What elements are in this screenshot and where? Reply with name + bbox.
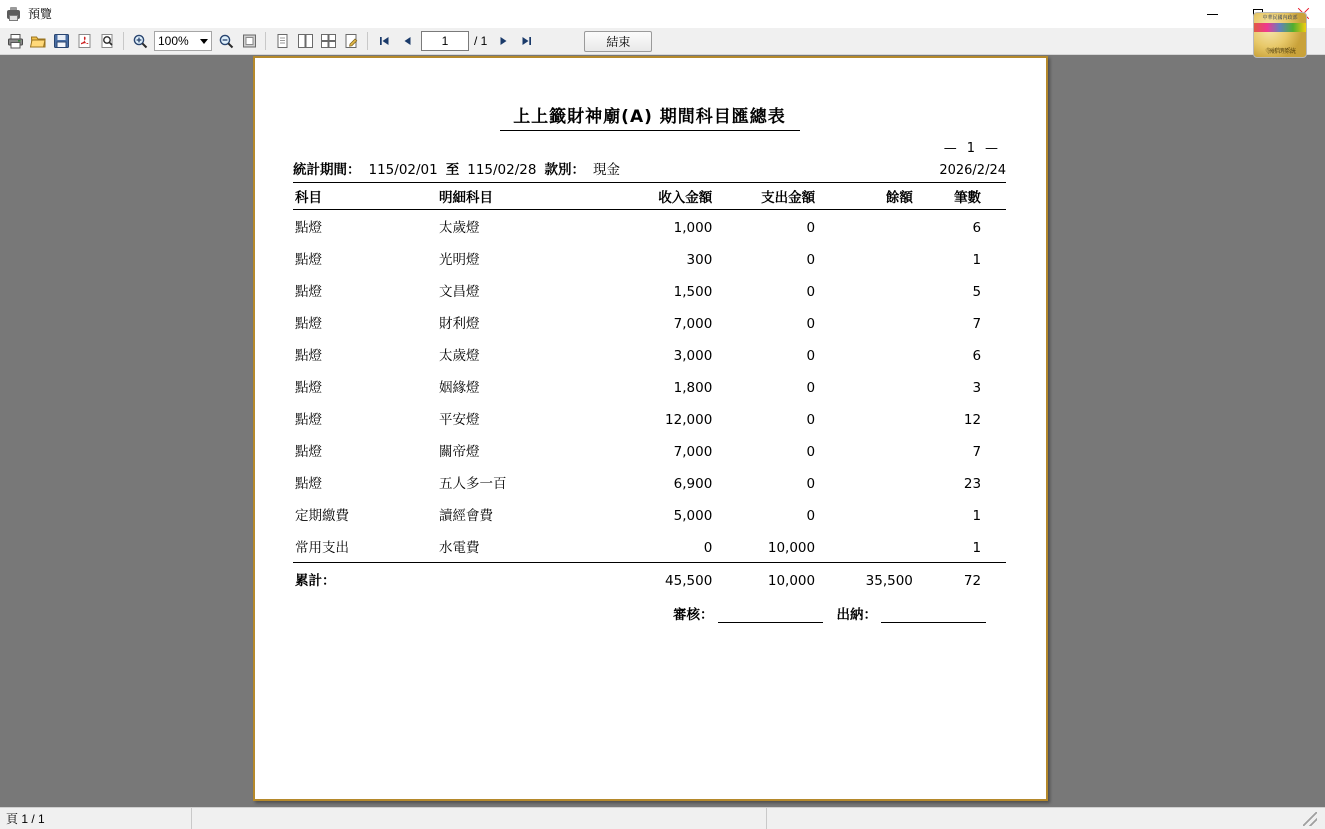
col-balance: 餘額 (815, 183, 913, 210)
row-count: 23 (963, 476, 982, 492)
report-meta-row (293, 158, 1006, 180)
row-detail: 太歲燈 (439, 348, 480, 364)
page-dash-left: — (943, 141, 957, 156)
row-subject: 常用支出 (295, 540, 349, 556)
row-count: 1 (972, 252, 982, 268)
row-balance (815, 242, 913, 274)
row-income: 12,000 (665, 412, 713, 428)
row-detail: 光明燈 (439, 252, 480, 268)
total-count: 72 (913, 563, 981, 596)
table-row (293, 370, 1006, 402)
row-expense: 0 (806, 412, 816, 428)
row-balance (815, 434, 913, 466)
table-row (293, 402, 1006, 434)
row-balance (815, 370, 913, 402)
row-expense: 0 (806, 348, 816, 364)
row-balance (815, 402, 913, 434)
page-number-input[interactable] (421, 31, 469, 51)
row-count: 1 (972, 508, 982, 524)
audit-label: 審核： (673, 607, 714, 623)
row-count: 5 (972, 284, 982, 300)
row-expense: 0 (806, 316, 816, 332)
row-subject: 點燈 (295, 348, 322, 364)
printer-preview-icon (6, 6, 22, 22)
fit-page-icon[interactable] (238, 30, 260, 52)
row-income: 1,000 (673, 220, 713, 236)
row-expense: 0 (806, 220, 816, 236)
total-income: 45,500 (605, 563, 713, 596)
row-subject: 點燈 (295, 476, 322, 492)
row-balance (815, 210, 913, 243)
preview-canvas[interactable] (0, 55, 1325, 807)
window-title: 預覽 (28, 7, 53, 21)
logo-top-text: 中華民國內政部 (1262, 15, 1298, 21)
row-expense: 0 (806, 380, 816, 396)
print-icon[interactable] (4, 30, 26, 52)
first-page-button[interactable] (373, 30, 395, 52)
period-to-label: 至 (445, 162, 460, 178)
row-expense: 0 (806, 476, 816, 492)
row-detail: 關帝燈 (439, 444, 480, 460)
print-date: 2026/2/24 (939, 163, 1006, 178)
open-folder-icon[interactable] (27, 30, 49, 52)
end-button[interactable]: 結束 (584, 31, 652, 52)
row-detail: 文昌燈 (439, 284, 480, 300)
period-start: 115/02/01 (368, 162, 438, 178)
row-expense: 0 (806, 284, 816, 300)
cashier-label: 出納： (836, 607, 877, 623)
prev-page-button[interactable] (396, 30, 418, 52)
row-subject: 點燈 (295, 316, 322, 332)
save-icon[interactable] (50, 30, 72, 52)
row-income: 1,800 (673, 380, 713, 396)
col-count: 筆數 (913, 183, 981, 210)
page-setup-icon[interactable] (340, 30, 362, 52)
table-row (293, 306, 1006, 338)
table-row (293, 338, 1006, 370)
row-detail: 水電費 (439, 540, 480, 556)
page-total-label: / 1 (474, 34, 488, 48)
row-subject: 點燈 (295, 444, 322, 460)
row-income: 300 (686, 252, 713, 268)
row-subject: 點燈 (295, 412, 322, 428)
row-income: 0 (703, 540, 713, 556)
period-end: 115/02/28 (467, 162, 537, 178)
total-expense: 10,000 (712, 563, 815, 596)
status-bar (0, 807, 1325, 829)
minimize-button[interactable] (1190, 0, 1235, 28)
row-detail: 姻緣燈 (439, 380, 480, 396)
status-middle (192, 808, 767, 829)
col-detail: 明細科目 (439, 183, 605, 210)
row-subject: 定期繳費 (295, 508, 349, 524)
table-row (293, 242, 1006, 274)
row-balance (815, 530, 913, 563)
payment-type-value: 現金 (592, 162, 620, 178)
row-balance (815, 498, 913, 530)
two-page-icon[interactable] (294, 30, 316, 52)
row-detail: 讀經會費 (439, 508, 494, 524)
zoom-out-icon[interactable] (215, 30, 237, 52)
table-row (293, 498, 1006, 530)
total-balance: 35,500 (815, 563, 913, 596)
report-page-number: 1 (966, 141, 975, 156)
table-row (293, 210, 1006, 243)
row-income: 6,900 (673, 476, 713, 492)
audit-signature-line (718, 608, 823, 623)
row-detail: 平安燈 (439, 412, 480, 428)
find-icon[interactable] (96, 30, 118, 52)
summary-table (293, 183, 1006, 595)
zoom-level-select[interactable] (154, 31, 212, 51)
row-count: 6 (972, 348, 982, 364)
row-subject: 點燈 (295, 220, 322, 236)
row-income: 3,000 (673, 348, 713, 364)
resize-grip-icon[interactable] (1303, 812, 1317, 826)
multi-page-icon[interactable] (317, 30, 339, 52)
chevron-down-icon (200, 39, 208, 44)
report-title: 上上籤財神廟(A) 期間科目匯總表 (500, 102, 800, 131)
table-row (293, 530, 1006, 563)
col-expense: 支出金額 (712, 183, 815, 210)
zoom-level-value: 100% (158, 34, 189, 48)
row-income: 1,500 (673, 284, 713, 300)
row-detail: 財利燈 (439, 316, 480, 332)
page-dash-right: — (985, 141, 998, 156)
period-label: 統計期間： (293, 162, 361, 178)
export-pdf-icon[interactable] (73, 30, 95, 52)
row-expense: 0 (806, 444, 816, 460)
row-balance (815, 338, 913, 370)
row-subject: 點燈 (295, 252, 322, 268)
row-income: 7,000 (673, 316, 713, 332)
row-balance (815, 306, 913, 338)
cashier-signature-line (881, 608, 986, 623)
single-page-icon[interactable] (271, 30, 293, 52)
row-balance (815, 274, 913, 306)
logo-bottom-text: 寺廟管理系統 (1264, 49, 1295, 55)
row-income: 5,000 (673, 508, 713, 524)
row-count: 7 (972, 316, 982, 332)
status-right (767, 808, 1325, 829)
row-expense: 10,000 (767, 540, 816, 556)
signature-row (293, 603, 1006, 623)
col-income: 收入金額 (605, 183, 713, 210)
table-row (293, 466, 1006, 498)
row-expense: 0 (806, 508, 816, 524)
col-subject: 科目 (293, 183, 439, 210)
table-total-row (293, 563, 1006, 596)
table-row (293, 434, 1006, 466)
table-header-row (293, 183, 1006, 210)
row-detail: 五人多一百 (439, 476, 507, 492)
row-count: 6 (972, 220, 982, 236)
payment-type-label: 款別： (544, 162, 585, 178)
row-count: 3 (972, 380, 982, 396)
row-balance (815, 466, 913, 498)
last-page-button[interactable] (515, 30, 537, 52)
row-count: 1 (972, 540, 982, 556)
row-count: 12 (963, 412, 982, 428)
row-subject: 點燈 (295, 380, 322, 396)
toolbar (0, 28, 1325, 55)
organization-logo (1253, 12, 1307, 58)
report-page-indicator (293, 141, 1006, 156)
row-expense: 0 (806, 252, 816, 268)
next-page-button[interactable] (492, 30, 514, 52)
total-label: 累計： (293, 563, 439, 596)
row-count: 7 (972, 444, 982, 460)
row-detail: 太歲燈 (439, 220, 480, 236)
row-income: 7,000 (673, 444, 713, 460)
status-page: 頁 1 / 1 (0, 808, 192, 829)
table-row (293, 274, 1006, 306)
row-subject: 點燈 (295, 284, 322, 300)
report-page (253, 56, 1048, 801)
zoom-in-icon[interactable] (129, 30, 151, 52)
